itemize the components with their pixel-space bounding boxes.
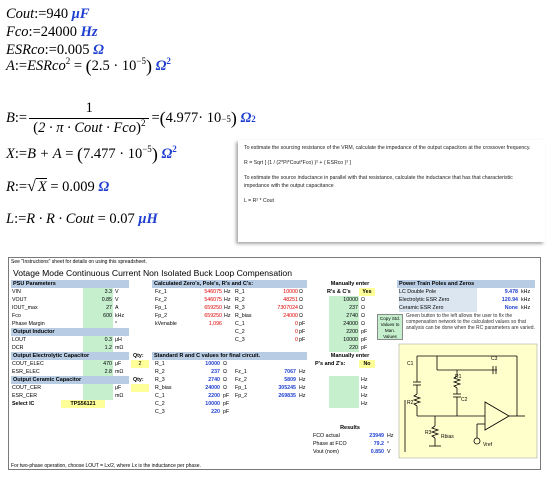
manual-pz-subheader: P's and Z's:: [315, 361, 346, 367]
eq-b-denominator: 2 · π · Cout · Fco: [38, 120, 136, 136]
std-name-a: R_2: [155, 369, 165, 375]
eq-b-result: 4.977: [165, 110, 199, 127]
psu-label: VOUT: [12, 297, 27, 303]
std-value-a: 10000: [205, 361, 220, 367]
calc-name-a: Fz_1: [155, 289, 167, 295]
elec-cap-label: ESR_ELEC: [12, 369, 40, 375]
manual-pz-unit: Hz: [361, 385, 368, 391]
manual-rc-flag[interactable]: Yes: [359, 288, 375, 296]
eq-x-lhs: X: [6, 146, 15, 162]
psu-label: Phase Margin: [12, 321, 45, 327]
eq-l-rhs: R · R · Cout: [26, 211, 94, 227]
calc-unit-b: Ω: [299, 313, 303, 319]
psu-unit: °: [115, 321, 118, 327]
std-unit-a: Ω: [223, 369, 227, 375]
notes-formula-r: R = Sqrt [ (1 / (2*Pi*Cout*Fco) )² + ( ESRco )² ]: [244, 160, 351, 166]
elec-cap-unit: μF: [115, 361, 122, 367]
manual-rc-value[interactable]: 10000: [329, 336, 359, 344]
manual-rc-value[interactable]: 2200: [329, 328, 359, 336]
std-name-a: R_bias: [155, 385, 172, 391]
results-value: 23949: [369, 433, 384, 439]
eq-x-result: 7.477: [83, 146, 116, 162]
manual-pz-value[interactable]: [329, 384, 359, 392]
std-unit-b: Hz: [299, 377, 306, 383]
sheet-instructions-note: See "Instructions" sheet for details on using this spreadsheet.: [11, 259, 147, 265]
std-unit-b: [299, 360, 307, 368]
eq-fco-lhs: Fco: [6, 24, 29, 40]
std-name-b: Fz_2: [235, 377, 247, 383]
std-unit-a: Ω: [223, 385, 227, 391]
std-value-b: 5809: [284, 377, 296, 383]
calc-value-b: 48251: [283, 297, 298, 303]
notes-formula-l: L = R² * Cout: [244, 198, 274, 204]
notes-paragraph-1: To estimate the sourcing resistance of the VRM, calculate the impedance of the output capacitors at the crossover frequency.: [244, 145, 531, 151]
ceramic-cap-label: COUT_CER: [12, 385, 42, 391]
compensation-schematic: [397, 342, 539, 460]
manual-rc-header: Manually enter: [330, 281, 370, 287]
std-value-a: 2200: [208, 393, 220, 399]
inductor-value[interactable]: 0.3: [83, 336, 113, 344]
calc-unit-b: pF: [299, 337, 306, 343]
std-name-a: R_3: [155, 377, 165, 383]
psu-value[interactable]: 600: [83, 312, 113, 320]
schematic-label-c3: C3: [491, 356, 498, 362]
manual-rc-unit: pF: [361, 329, 368, 335]
calc-unit-b: Ω: [299, 305, 303, 311]
results-value: 79.2: [373, 441, 384, 447]
power-train-row: [9, 304, 540, 312]
ceramic-cap-unit: μF: [115, 385, 122, 391]
std-name-a: C_1: [155, 393, 165, 399]
ceramic-cap-label: ESR_CER: [12, 393, 38, 399]
calc-name-b: R_bias: [235, 313, 252, 319]
calc-value-b: 0: [295, 321, 298, 327]
std-value-a: 24000: [205, 385, 220, 391]
std-name-a: C_2: [155, 401, 165, 407]
manual-pz-unit: Hz: [361, 393, 368, 399]
psu-unit: V: [115, 289, 119, 295]
manual-rc-unit: Ω: [361, 297, 365, 303]
calc-value-b: 0: [295, 329, 298, 335]
manual-rc-subheader: R's & C's: [327, 289, 351, 295]
eq-esrco-unit: Ω: [93, 42, 104, 58]
manual-rc-unit: Ω: [361, 313, 365, 319]
power-train-row: [9, 296, 540, 304]
power-train-value: None: [504, 305, 518, 311]
std-value-a: 2740: [208, 377, 220, 383]
manual-pz-value[interactable]: [329, 376, 359, 384]
eq-esrco-value: 0.005: [56, 42, 90, 58]
calc-value-a: 659250: [204, 313, 222, 319]
inductor-label: LOUT: [12, 337, 27, 343]
psu-value[interactable]: 3.3: [83, 288, 113, 296]
manual-rc-unit: pF: [361, 345, 368, 351]
std-unit-a: pF: [223, 401, 230, 407]
calc-value-a: 546075: [204, 289, 222, 295]
std-unit-b: [299, 408, 307, 416]
inductor-unit: mΩ: [115, 345, 124, 351]
manual-rc-unit: pF: [361, 337, 368, 343]
psu-value[interactable]: 0.85: [83, 296, 113, 304]
manual-pz-unit: Hz: [361, 401, 368, 407]
select-ic-dropdown[interactable]: TPS56121: [61, 400, 105, 408]
std-name-a: C_3: [155, 409, 165, 415]
schematic-label-rbias: Rbias: [441, 434, 454, 440]
calc-value-b: 10000: [283, 289, 298, 295]
eq-a-lhs: A: [6, 58, 15, 74]
manual-pz-value[interactable]: [329, 392, 359, 400]
power-train-value: 9.478: [504, 289, 518, 295]
eq-l-result: 0.07: [109, 211, 135, 227]
eq-x[interactable]: X:=B + $A = (7.477 \cdot 10^{-5})$ $\Omega^2$: [6, 144, 177, 165]
manual-rc-unit: Ω: [361, 321, 365, 327]
sheet-title: Votage Mode Continuous Current Non Isolated Buck Loop Compensation: [13, 268, 292, 278]
eq-esrco-lhs: ESRco: [6, 42, 45, 58]
schematic-label-r2: R2: [407, 400, 414, 406]
std-value-b: 269835: [278, 393, 296, 399]
power-train-label: Ceramic ESR Zero: [399, 304, 477, 312]
std-unit-b: Hz: [299, 369, 306, 375]
calc-unit-b: pF: [299, 329, 306, 335]
eq-cout-unit: μF: [71, 6, 90, 22]
schematic-label-r3: R3: [425, 430, 432, 436]
results-header: Results: [340, 425, 360, 431]
eq-x-unit: Ω: [161, 146, 173, 162]
eq-r-radicand: X: [37, 179, 47, 195]
calc-unit-a: Hz: [224, 297, 231, 303]
copy-values-button[interactable]: Copy Std. Values to Man. Values: [377, 314, 403, 340]
psu-label: Fco: [12, 313, 21, 319]
calc-unit-b: Ω: [299, 297, 303, 303]
manual-rc-value[interactable]: 237: [329, 304, 359, 312]
std-value-a: 10000: [205, 401, 220, 407]
results-unit: Hz: [387, 433, 394, 439]
std-unit-b: Hz: [299, 385, 306, 391]
elec-cap-label: COUT_ELEC: [12, 361, 44, 367]
eq-l[interactable]: L:=R · R · Cout = 0.07 μH: [6, 211, 158, 227]
calc-value-b: 7307024: [277, 305, 298, 311]
calc-name-b: C_2: [235, 329, 245, 335]
inductor-unit: μH: [115, 337, 122, 343]
eq-esrco[interactable]: ESRco:=0.005 Ω: [6, 42, 104, 58]
power-train-label: Electrolytic ESR Zero: [399, 296, 477, 304]
eq-b-numerator: 1: [85, 100, 93, 116]
std-value-b: [265, 408, 297, 416]
std-name-b: [235, 360, 263, 368]
eq-r-unit: Ω: [98, 179, 110, 195]
notes-textbox[interactable]: [238, 140, 545, 242]
std-value-a: 220: [211, 409, 220, 415]
calc-value-a: 1.096: [208, 321, 222, 327]
psu-unit: kHz: [115, 313, 125, 319]
std-unit-a: Ω: [223, 377, 227, 383]
ceramic-cap-header: Output Ceramic Capacitor: [11, 376, 129, 384]
calc-name-a: Fp_2: [155, 313, 168, 319]
inductor-label: DCR: [12, 345, 24, 351]
calc-unit-a: Hz: [224, 313, 231, 319]
results-label: Phase at FCO: [313, 441, 347, 447]
power-train-unit: kHz: [521, 305, 531, 311]
std-value-a: 237: [211, 369, 220, 375]
std-name-b: Fp_1: [235, 385, 248, 391]
eq-l-lhs: L: [6, 211, 15, 227]
results-value: 0.850: [370, 449, 384, 455]
calc-header: Calculated Zero's, Pole's, R's and C's:: [152, 280, 307, 288]
eq-b-unit: Ω: [240, 110, 252, 127]
manual-pz-header: Manually enter: [330, 353, 370, 359]
calc-name-b: R_3: [235, 305, 245, 311]
schematic-label-r1: R1: [455, 374, 462, 380]
calc-value-a: 546075: [204, 297, 222, 303]
power-train-unit: kHz: [521, 289, 531, 295]
results-label: Vout (nom): [313, 449, 339, 455]
calc-value-b: 24000: [283, 313, 298, 319]
select-ic-label: Select IC: [12, 401, 35, 407]
results-unit: °: [387, 441, 390, 447]
eq-fco[interactable]: Fco:=24000 Hz: [6, 24, 98, 40]
std-name-a: R_1: [155, 361, 165, 367]
sheet-footnote: For two-phase operation, choose LOUT = Lx/2, where Lx is the inductance per phase.: [11, 463, 201, 469]
std-unit-a: pF: [223, 409, 230, 415]
manual-rc-value[interactable]: 24000: [329, 320, 359, 328]
manual-rc-value[interactable]: 2740: [329, 312, 359, 320]
eq-cout-lhs: Cout: [6, 6, 35, 22]
std-unit-a: Ω: [223, 361, 227, 367]
results-label: FCO actual: [313, 433, 340, 439]
eq-a-rhs: ESRco: [27, 58, 66, 74]
power-train-unit: kHz: [521, 297, 531, 303]
schematic-label-c1: C1: [407, 361, 414, 367]
eq-cout-value: 940: [46, 6, 69, 22]
ceramic-qty-label: Qty:: [133, 377, 144, 383]
eq-r[interactable]: R:=√ X = 0.009 Ω: [6, 178, 110, 195]
calc-name-b: C_3: [235, 337, 245, 343]
std-unit-a: pF: [223, 393, 230, 399]
schematic-label-c2: C2: [461, 397, 468, 403]
embedded-spreadsheet[interactable]: [8, 257, 541, 470]
manual-pz-value[interactable]: [329, 400, 359, 408]
manual-pz-flag[interactable]: No: [359, 360, 375, 368]
calc-name-b: R_1: [235, 289, 245, 295]
calc-value-b: 0: [295, 337, 298, 343]
eq-a-unit: Ω: [155, 58, 167, 74]
std-name-b: [235, 408, 263, 416]
power-train-label: LC Double Pole: [399, 288, 477, 296]
eq-l-unit: μH: [138, 211, 158, 227]
calc-unit-b: Ω: [299, 289, 303, 295]
calc-name-a: Fp_1: [155, 305, 168, 311]
eq-fco-value: 24000: [40, 24, 78, 40]
elec-cap-value[interactable]: 2.8: [83, 368, 113, 376]
psu-value[interactable]: 27: [83, 304, 113, 312]
std-value-b: 305245: [278, 385, 296, 391]
eq-b-fraction: $\frac{1}{(2 \cdot \pi \cdot Cout \cdot Fco)^2}$: [29, 100, 149, 137]
calc-unit-a: Hz: [224, 289, 231, 295]
std-value-b: [265, 360, 297, 368]
elec-qty-input[interactable]: 2: [131, 360, 149, 368]
eq-x-rhs: B + A: [27, 146, 62, 162]
manual-rc-value[interactable]: 10000: [329, 296, 359, 304]
psu-header: PSU Parameters: [11, 280, 129, 288]
calc-name-b: C_1: [235, 321, 245, 327]
elec-qty-label: Qty:: [133, 353, 144, 359]
calc-value-a: 659250: [204, 305, 222, 311]
psu-unit: V: [115, 297, 119, 303]
manual-rc-value[interactable]: 220: [329, 344, 359, 352]
power-train-row: [9, 288, 540, 296]
results-unit: V: [387, 449, 391, 455]
copy-values-description: Green button to the left allows the user to fix the compensation network to the calculated values so that analysis can be done when the RC parameters are varied.: [406, 313, 535, 331]
power-train-header: Power Train Poles and Zeros: [397, 280, 535, 288]
eq-a-result: 2.5: [91, 58, 110, 74]
psu-label: VIN: [12, 289, 21, 295]
std-name-b: Fz_1: [235, 369, 247, 375]
std-name-b: Fp_2: [235, 393, 248, 399]
eq-x-exp: −5: [142, 144, 152, 155]
eq-b-lhs: B: [6, 110, 15, 127]
std-value-b: 7067: [284, 369, 296, 375]
eq-a-exp: −5: [136, 56, 146, 67]
notes-paragraph-2: To estimate the source inductance in parallel with that resistance, calculate the inductance that has that characteristic impedance with the output capacitance: [244, 175, 513, 189]
calc-name-a: kVenable: [155, 321, 177, 327]
elec-cap-unit: mΩ: [115, 369, 124, 375]
power-train-value: 120.94: [501, 297, 518, 303]
ceramic-cap-unit: mΩ: [115, 393, 124, 399]
eq-fco-unit: Hz: [80, 24, 98, 40]
manual-rc-unit: Ω: [361, 305, 365, 311]
calc-name-b: R_2: [235, 297, 245, 303]
eq-a[interactable]: A:=ESRco$^2$ = $(2.5 \cdot 10^{-5})$ $\Omega^2$: [6, 56, 171, 77]
std-unit-b: Hz: [299, 393, 306, 399]
psu-label: IOUT_max: [12, 305, 38, 311]
inductor-value[interactable]: 1.2: [83, 344, 113, 352]
manual-pz-unit: Hz: [361, 377, 368, 383]
calc-unit-a: Hz: [224, 305, 231, 311]
elec-cap-header: Output Electrolytic Capacitor: [11, 352, 129, 360]
eq-r-result: 0.009: [62, 179, 95, 195]
schematic-label-vref: Vref: [483, 442, 492, 448]
eq-cout[interactable]: Cout:=940 μF: [6, 6, 90, 22]
calc-unit-b: pF: [299, 321, 306, 327]
eq-b[interactable]: B := $\frac{1}{(2 \cdot \pi \cdot Cout \cdot Fco)^2}$ = ( 4.977 · 10 −5 ) Ω 2: [6, 100, 256, 137]
elec-cap-value[interactable]: 470: [83, 360, 113, 368]
inductor-header: Output Inductor: [11, 328, 129, 336]
eq-r-lhs: R: [6, 179, 15, 195]
psu-unit: A: [115, 305, 119, 311]
calc-name-a: Fz_2: [155, 297, 167, 303]
std-values-header: Standard R and C values for final circuit.: [152, 352, 307, 360]
